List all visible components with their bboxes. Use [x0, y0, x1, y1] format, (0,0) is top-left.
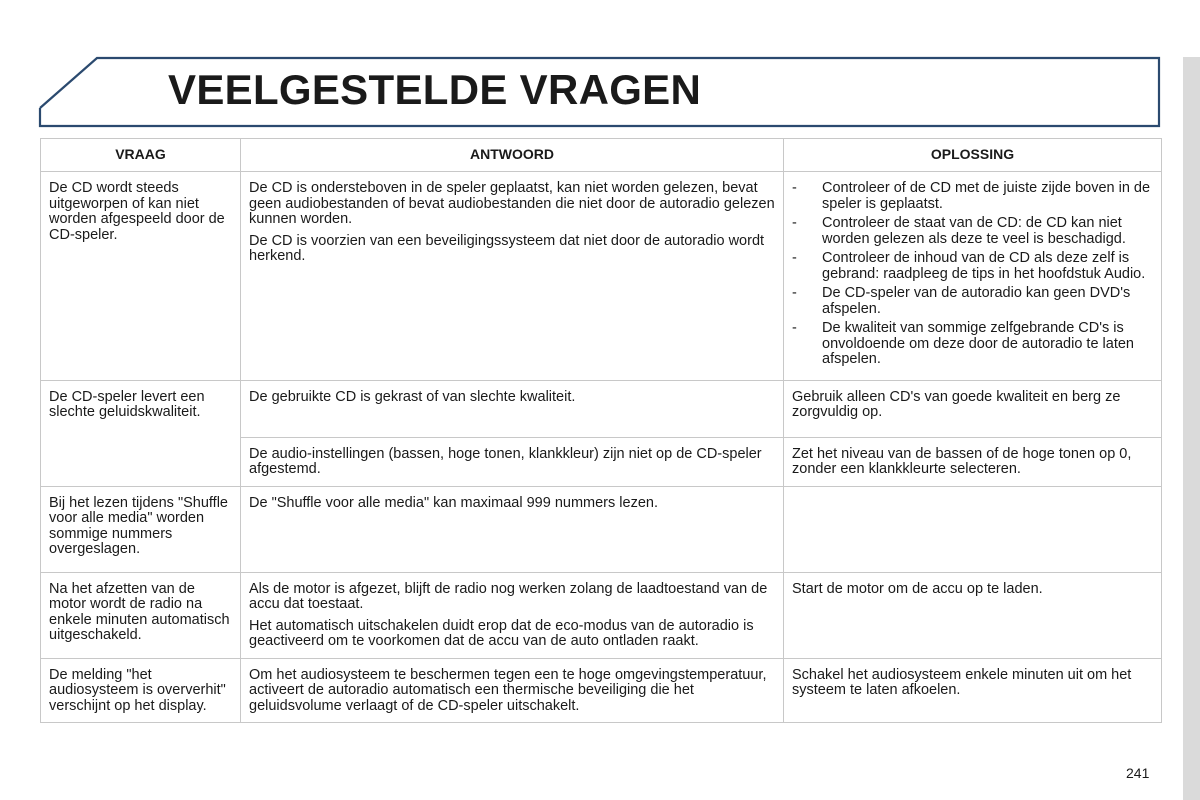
answer-text: De CD is voorzien van een beveiligingssysteem dat niet door de autoradio wordt herkend.: [249, 232, 765, 264]
answer-cell: [241, 658, 784, 723]
solution-item: - Controleer of de CD met de juiste zijde boven in de speler is geplaatst.: [792, 181, 1153, 212]
question-text: Bij het lezen tijdens "Shuffle voor alle media" worden sommige nummers overgeslagen.: [49, 494, 228, 557]
table-row: [41, 572, 1162, 658]
table-header-row: [41, 139, 1162, 172]
question-cell: [41, 658, 241, 723]
answer-text: Het automatisch uitschakelen duidt erop dat de eco-modus van de autoradio is geactiveerd om te voorkomen dat de accu van de auto ontladen raakt.: [249, 617, 754, 649]
solution-cell: [784, 486, 1162, 572]
answer-text: De "Shuffle voor alle media" kan maximaal 999 nummers lezen.: [249, 494, 658, 511]
side-tab-bar: [1183, 57, 1200, 800]
question-cell: [41, 172, 241, 381]
question-cell: [41, 380, 241, 486]
question-cell: [41, 572, 241, 658]
answer-cell: [241, 380, 784, 437]
solution-item: - De kwaliteit van sommige zelfgebrande CD's is onvoldoende om deze door de autoradio te laten afspelen.: [792, 321, 1153, 368]
answer-text: De CD is ondersteboven in de speler geplaatst, kan niet worden gelezen, bevat geen audiobestanden of bevat audiobestanden die niet door de autoradio gelezen kunnen worden.: [249, 180, 775, 227]
question-text: De CD wordt steeds uitgeworpen of kan niet worden afgespeeld door de CD-speler.: [49, 180, 225, 243]
table-row: [41, 380, 1162, 437]
page-number: 241: [1126, 765, 1150, 781]
answer-cell: [241, 486, 784, 572]
solution-cell: [784, 172, 1162, 381]
answer-text: De gebruikte CD is gekrast of van slechte kwaliteit.: [249, 388, 576, 405]
answer-text: Als de motor is afgezet, blijft de radio nog werken zolang de laadtoestand van de accu dat toestaat.: [249, 580, 768, 612]
answer-text: Om het audiosysteem te beschermen tegen een te hoge omgevingstemperatuur, activeert de autoradio automatisch een thermische beveiliging die het geluidsvolume verlaagt of de CD-speler uitschakelt.: [249, 666, 767, 714]
table-row: [41, 172, 1162, 381]
solution-text: Start de motor om de accu op te laden.: [792, 580, 1043, 597]
column-header-solution: OPLOSSING: [784, 139, 1162, 172]
column-header-answer: ANTWOORD: [241, 139, 784, 172]
answer-cell: [241, 437, 784, 486]
solution-item: - Controleer de staat van de CD: de CD kan niet worden gelezen als deze te veel is beschadigd.: [792, 216, 1153, 247]
solution-item: - De CD-speler van de autoradio kan geen DVD's afspelen.: [792, 286, 1153, 317]
question-text: De melding "het audiosysteem is oververhit" verschijnt op het display.: [49, 666, 226, 714]
answer-text: De audio-instellingen (bassen, hoge tonen, klankkleur) zijn niet op de CD-speler afgestemd.: [249, 445, 762, 477]
faq-table: [40, 138, 1162, 723]
solution-item: - Controleer de inhoud van de CD als deze zelf is gebrand: raadpleeg de tips in het hoofdstuk Audio.: [792, 251, 1153, 282]
solution-text: Gebruik alleen CD's van goede kwaliteit en berg ze zorgvuldig op.: [792, 388, 1121, 420]
solution-cell: [784, 658, 1162, 723]
question-cell: [41, 486, 241, 572]
table-row: [41, 658, 1162, 723]
solution-text: Schakel het audiosysteem enkele minuten uit om het systeem te laten afkoelen.: [792, 666, 1132, 698]
page-title: VEELGESTELDE VRAGEN: [168, 66, 702, 113]
solution-text: Zet het niveau van de bassen of de hoge tonen op 0, zonder een klankkleurte selecteren.: [792, 445, 1132, 477]
question-text: Na het afzetten van de motor wordt de radio na enkele minuten automatisch uitgeschakeld.: [49, 580, 230, 643]
solution-list: [792, 181, 1153, 368]
column-header-question: VRAAG: [41, 139, 241, 172]
answer-cell: [241, 172, 784, 381]
solution-cell: [784, 380, 1162, 437]
question-text: De CD-speler levert een slechte geluidskwaliteit.: [49, 388, 205, 420]
solution-cell: [784, 437, 1162, 486]
solution-cell: [784, 572, 1162, 658]
answer-cell: [241, 572, 784, 658]
table-row: [41, 486, 1162, 572]
